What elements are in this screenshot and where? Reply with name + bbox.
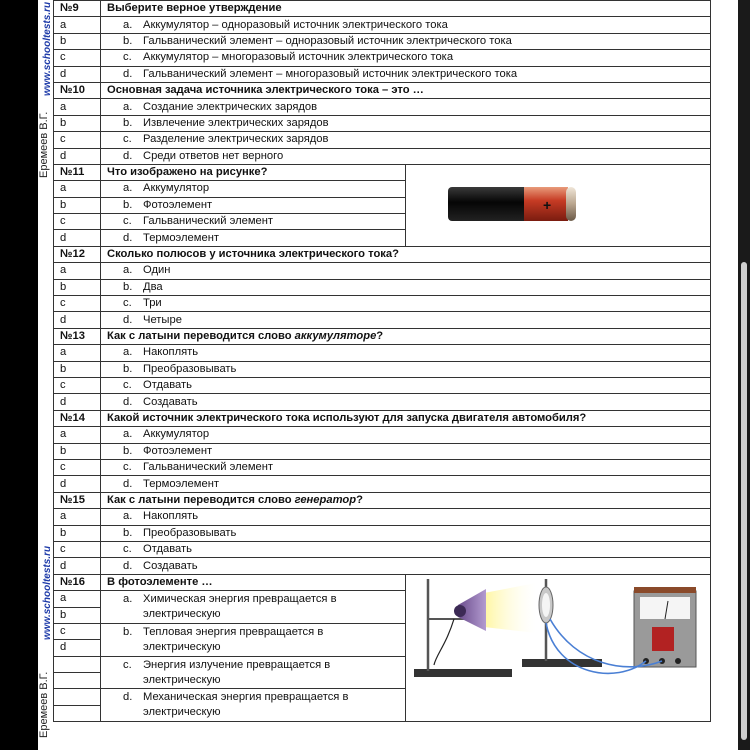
question-title: Что изображено на рисунке? bbox=[101, 164, 406, 180]
blank-cell bbox=[54, 705, 101, 721]
question-title: В фотоэлементе … bbox=[101, 574, 406, 590]
galvanometer-label bbox=[652, 627, 674, 651]
option-text: Фотоэлемент bbox=[143, 198, 213, 211]
question-title: Какой источник электрического тока используют для запуска двигателя автомобиля? bbox=[101, 410, 711, 426]
answer-letter: c bbox=[54, 214, 101, 230]
question-header bbox=[54, 574, 711, 590]
option-text: Преобразовывать bbox=[143, 526, 237, 539]
question-title bbox=[101, 492, 711, 508]
option-marker: b. bbox=[123, 280, 133, 293]
answer-letter: c bbox=[54, 296, 101, 312]
option-marker: a. bbox=[123, 346, 133, 359]
option-text: Гальванический элемент bbox=[143, 461, 274, 474]
answer-row[interactable] bbox=[54, 132, 711, 148]
option-text: Аккумулятор – многоразовый источник электрического тока bbox=[143, 51, 454, 64]
questions-table bbox=[53, 0, 711, 722]
lamp-socket bbox=[454, 605, 466, 617]
question-header bbox=[54, 82, 711, 98]
option-text: Три bbox=[143, 297, 162, 310]
answer-letter: c bbox=[54, 50, 101, 66]
scrollbar[interactable] bbox=[738, 0, 750, 750]
question-header bbox=[54, 328, 711, 344]
option-marker: a. bbox=[123, 510, 133, 523]
option-marker: d. bbox=[123, 691, 133, 704]
option-marker: a. bbox=[123, 100, 133, 113]
option-cell bbox=[101, 591, 406, 624]
option-text: Энергия излучение превращается в bbox=[143, 658, 331, 671]
option-marker: c. bbox=[123, 379, 132, 392]
answer-row[interactable] bbox=[54, 443, 711, 459]
answer-letter: d bbox=[54, 394, 101, 410]
terminal-icon bbox=[675, 658, 681, 664]
question-number: №11 bbox=[54, 164, 101, 180]
answer-letter: b bbox=[54, 525, 101, 541]
question-header bbox=[54, 246, 711, 262]
option-marker: b. bbox=[123, 34, 133, 47]
option-text: Извлечение электрических зарядов bbox=[143, 116, 329, 129]
answer-letter: a bbox=[54, 427, 101, 443]
option-marker: c. bbox=[123, 461, 132, 474]
option-text: Накоплять bbox=[143, 346, 199, 359]
answer-letter: b bbox=[54, 361, 101, 377]
option-text-cont: электрическую bbox=[143, 706, 221, 719]
blank-cell bbox=[54, 689, 101, 705]
option-marker: a. bbox=[123, 18, 133, 31]
answer-letter: d bbox=[54, 312, 101, 328]
answer-row[interactable] bbox=[54, 17, 711, 33]
side-author-top: Еремеев В.Г. bbox=[38, 111, 50, 178]
question-number: №9 bbox=[54, 1, 101, 17]
answer-row[interactable] bbox=[54, 361, 711, 377]
option-marker: c. bbox=[123, 543, 132, 556]
option-text: Тепловая энергия превращается в bbox=[143, 625, 324, 638]
answer-letter: b bbox=[54, 279, 101, 295]
option-text: Четыре bbox=[143, 313, 182, 326]
option-marker: a. bbox=[123, 428, 133, 441]
side-url-top: www.schooltests.ru bbox=[42, 1, 53, 96]
option-text: Преобразовывать bbox=[143, 362, 237, 375]
answer-row[interactable] bbox=[54, 476, 711, 492]
answer-row[interactable] bbox=[54, 279, 711, 295]
answer-letter: b bbox=[54, 443, 101, 459]
answer-row[interactable] bbox=[54, 99, 711, 115]
question-number: №15 bbox=[54, 492, 101, 508]
option-text: Аккумулятор – одноразовый источник электрического тока bbox=[143, 18, 448, 31]
option-text: Гальванический элемент bbox=[143, 215, 274, 228]
option-marker: d. bbox=[123, 67, 133, 80]
answer-letter: d bbox=[54, 66, 101, 82]
battery-picture bbox=[406, 165, 674, 241]
option-marker: a. bbox=[123, 264, 133, 277]
blank-cell bbox=[54, 673, 101, 689]
option-marker: d. bbox=[123, 231, 133, 244]
title-text-end: ? bbox=[376, 330, 384, 343]
answer-letter: a bbox=[54, 181, 101, 197]
option-text: Один bbox=[143, 264, 171, 277]
question-number: №10 bbox=[54, 82, 101, 98]
blank-cell bbox=[54, 656, 101, 672]
galvanometer-top bbox=[634, 587, 696, 593]
option-cell bbox=[101, 623, 406, 656]
option-text-cont: электрическую bbox=[143, 673, 221, 686]
option-marker: d. bbox=[123, 477, 133, 490]
option-marker: b. bbox=[123, 526, 133, 539]
answer-row[interactable] bbox=[54, 394, 711, 410]
option-marker: c. bbox=[123, 133, 132, 146]
title-text-end: ? bbox=[356, 493, 363, 506]
option-marker: c. bbox=[123, 51, 132, 64]
answer-row[interactable] bbox=[54, 427, 711, 443]
answer-row[interactable] bbox=[54, 378, 711, 394]
question-title: Выберите верное утверждение bbox=[101, 1, 711, 17]
answer-letter: b bbox=[54, 197, 101, 213]
battery-cap bbox=[566, 187, 576, 221]
answer-row[interactable] bbox=[54, 50, 711, 66]
option-text: Создавать bbox=[143, 395, 198, 408]
answer-row[interactable] bbox=[54, 33, 711, 49]
option-marker: b. bbox=[123, 625, 133, 638]
answer-row[interactable] bbox=[54, 263, 711, 279]
answer-letter: d bbox=[54, 230, 101, 246]
answer-letter: d bbox=[54, 558, 101, 574]
answer-letter: b bbox=[54, 115, 101, 131]
option-text: Химическая энергия превращается в bbox=[143, 593, 337, 605]
photoelement-picture-cell bbox=[406, 574, 711, 722]
option-marker: d. bbox=[123, 313, 133, 326]
option-marker: b. bbox=[123, 444, 133, 457]
option-text: Фотоэлемент bbox=[143, 444, 213, 457]
option-text: Термоэлемент bbox=[143, 231, 219, 244]
answer-letter: c bbox=[54, 623, 101, 639]
question-title: Сколько полюсов у источника электрического тока? bbox=[101, 246, 711, 262]
question-number: №16 bbox=[54, 574, 101, 590]
wire bbox=[434, 619, 454, 665]
answer-row[interactable] bbox=[54, 345, 711, 361]
option-marker: c. bbox=[123, 658, 132, 671]
question-header bbox=[54, 492, 711, 508]
option-text: Механическая энергия превращается в bbox=[143, 691, 349, 704]
question-header bbox=[54, 410, 711, 426]
option-text-cont: электрическую bbox=[143, 608, 221, 620]
option-text: Аккумулятор bbox=[143, 428, 210, 441]
answer-row[interactable] bbox=[54, 509, 711, 525]
side-author-bottom: Еремеев В.Г. bbox=[38, 671, 50, 738]
option-cell bbox=[101, 689, 406, 722]
question-title bbox=[101, 328, 711, 344]
option-text-cont: электрическую bbox=[143, 640, 221, 653]
option-text: Два bbox=[143, 280, 163, 293]
battery-plus-label: + bbox=[543, 196, 552, 213]
answer-letter: d bbox=[54, 148, 101, 164]
answer-letter: a bbox=[54, 17, 101, 33]
light-beam bbox=[484, 583, 536, 633]
photocell-window bbox=[542, 593, 550, 617]
answer-letter: a bbox=[54, 345, 101, 361]
option-text: Среди ответов нет верного bbox=[143, 149, 284, 162]
option-marker: d. bbox=[123, 395, 133, 408]
title-emphasis: аккумуляторе bbox=[294, 330, 377, 343]
answer-letter: a bbox=[54, 591, 101, 607]
option-text: Отдавать bbox=[143, 379, 192, 392]
answer-row[interactable] bbox=[54, 558, 711, 574]
option-text: Аккумулятор bbox=[143, 182, 210, 195]
answer-letter: d bbox=[54, 640, 101, 656]
answer-letter: b bbox=[54, 607, 101, 623]
answer-letter: a bbox=[54, 509, 101, 525]
option-text: Гальванический элемент – многоразовый источник электрического тока bbox=[143, 67, 518, 80]
title-text: Как с латыни переводится слово bbox=[107, 493, 295, 506]
question-number: №13 bbox=[54, 328, 101, 344]
answer-letter: a bbox=[54, 99, 101, 115]
option-marker: b. bbox=[123, 362, 133, 375]
option-marker: b. bbox=[123, 116, 133, 129]
option-marker: b. bbox=[123, 198, 133, 211]
answer-letter: c bbox=[54, 541, 101, 557]
scrollbar-thumb[interactable] bbox=[741, 262, 747, 740]
answer-letter: c bbox=[54, 459, 101, 475]
side-url-bottom: www.schooltests.ru bbox=[42, 545, 53, 640]
option-marker: c. bbox=[123, 297, 132, 310]
battery-picture-cell bbox=[406, 164, 711, 246]
question-number: №14 bbox=[54, 410, 101, 426]
battery-body bbox=[448, 187, 528, 221]
title-text: Как с латыни переводится слово bbox=[107, 330, 295, 343]
option-text: Создание электрических зарядов bbox=[143, 100, 318, 113]
answer-row[interactable] bbox=[54, 459, 711, 475]
answer-letter: c bbox=[54, 132, 101, 148]
option-marker: a. bbox=[123, 182, 133, 195]
question-title: Основная задача источника электрического тока – это … bbox=[101, 82, 711, 98]
answer-letter: a bbox=[54, 263, 101, 279]
question-header bbox=[54, 164, 711, 180]
answer-row[interactable] bbox=[54, 66, 711, 82]
answer-row[interactable] bbox=[54, 541, 711, 557]
answer-letter: c bbox=[54, 378, 101, 394]
answer-row[interactable] bbox=[54, 148, 711, 164]
option-text: Отдавать bbox=[143, 543, 192, 556]
galvanometer-scale bbox=[640, 597, 690, 619]
option-marker: a. bbox=[123, 593, 133, 605]
option-marker: d. bbox=[123, 149, 133, 162]
right-stand-base bbox=[522, 659, 602, 667]
photoelement-picture bbox=[406, 575, 706, 693]
answer-row[interactable] bbox=[54, 115, 711, 131]
option-text: Гальванический элемент – одноразовый источник электрического тока bbox=[143, 34, 512, 47]
answer-letter: b bbox=[54, 33, 101, 49]
option-marker: d. bbox=[123, 559, 133, 572]
option-text: Разделение электрических зарядов bbox=[143, 133, 329, 146]
answer-row[interactable] bbox=[54, 312, 711, 328]
option-marker: c. bbox=[123, 215, 132, 228]
title-emphasis: генератор bbox=[294, 493, 357, 506]
option-text: Термоэлемент bbox=[143, 477, 219, 490]
window-left-frame bbox=[0, 0, 38, 750]
test-sheet bbox=[53, 0, 711, 722]
question-header bbox=[54, 1, 711, 17]
question-number: №12 bbox=[54, 246, 101, 262]
answer-row[interactable] bbox=[54, 296, 711, 312]
option-text: Создавать bbox=[143, 559, 198, 572]
option-cell bbox=[101, 656, 406, 689]
option-text: Накоплять bbox=[143, 510, 199, 523]
answer-row[interactable] bbox=[54, 525, 711, 541]
answer-letter: d bbox=[54, 476, 101, 492]
